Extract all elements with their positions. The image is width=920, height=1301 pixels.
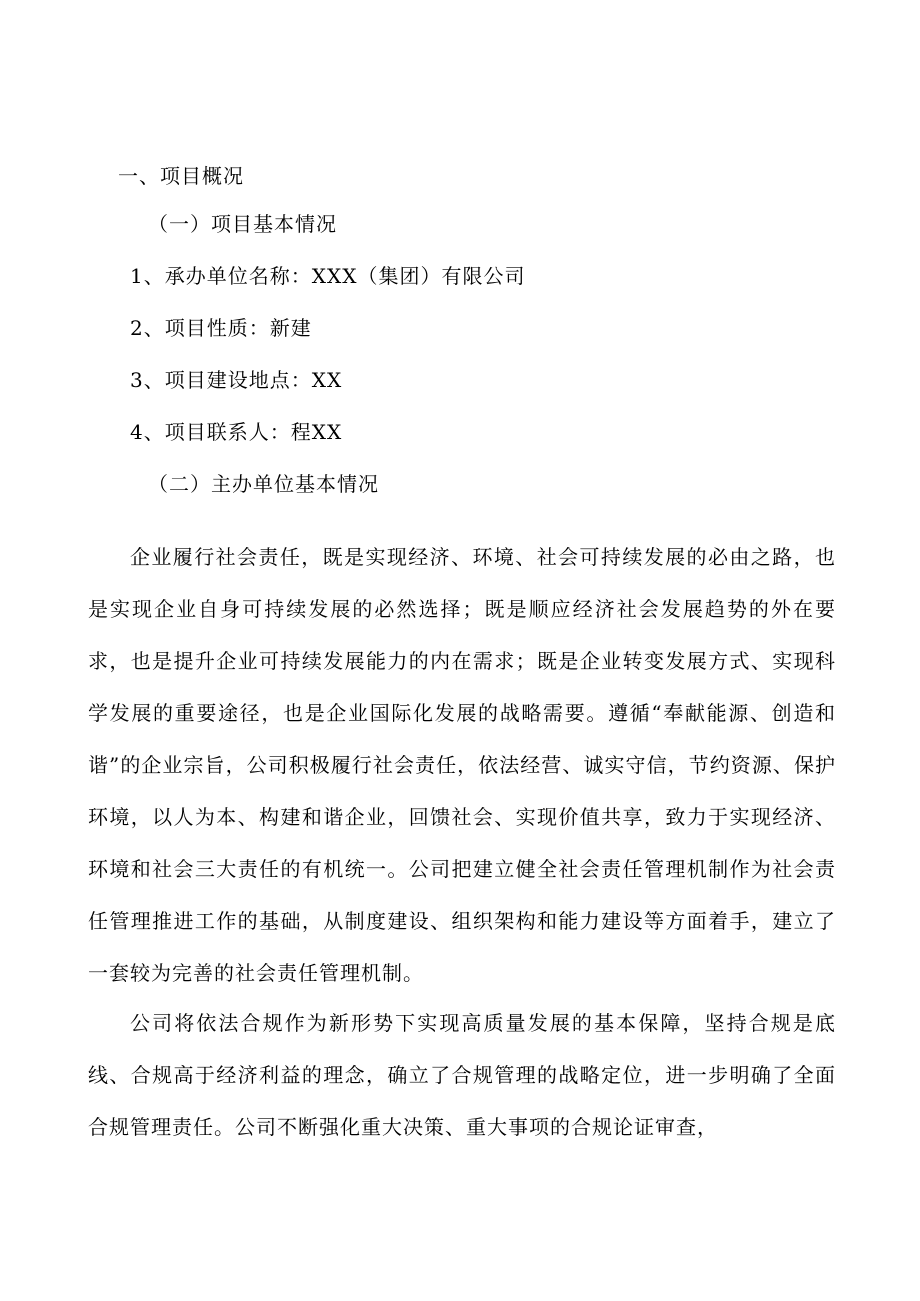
list-item: 1、承办单位名称：XXX（集团）有限公司 (130, 264, 526, 288)
body-paragraph: 企业履行社会责任，既是实现经济、环境、社会可持续发展的必由之路，也是实现企业自身可持续发展的必然选择；既是顺应经济社会发展趋势的外在要求，也是提升企业可持续发展能力的内在需求；既是企业转变发展方式、实现科学发展的重要途径，也是企业国际化发展的战略需要。遵循“奉献能源、创造和谐”的企业宗旨，公司积极履行社会责任，依法经营、诚实守信，节约资源、保护环境，以人为本、构建和谐企业，回馈社会、实现价值共享，致力于实现经济、环境和社会三大责任的有机统一。公司把建立健全社会责任管理机制作为社会责任管理推进工作的基础，从制度建设、组织架构和能力建设等方面着手，建立了一套较为完善的社会责任管理机制。 (88, 545, 836, 985)
body-paragraph: 公司将依法合规作为新形势下实现高质量发展的基本保障，坚持合规是底线、合规高于经济利益的理念，确立了合规管理的战略定位，进一步明确了全面合规管理责任。公司不断强化重大决策、重大事项的合规论证审查， (88, 1011, 836, 1139)
list-item: 2、项目性质：新建 (130, 316, 312, 340)
list-item: 4、项目联系人：程XX (130, 420, 343, 444)
section-heading: 一、项目概况 (118, 164, 244, 188)
subsection-heading-basic-info: （一）项目基本情况 (148, 212, 337, 236)
subsection-heading-sponsor-info: （二）主办单位基本情况 (148, 472, 379, 496)
list-item: 3、项目建设地点：XX (130, 368, 343, 392)
